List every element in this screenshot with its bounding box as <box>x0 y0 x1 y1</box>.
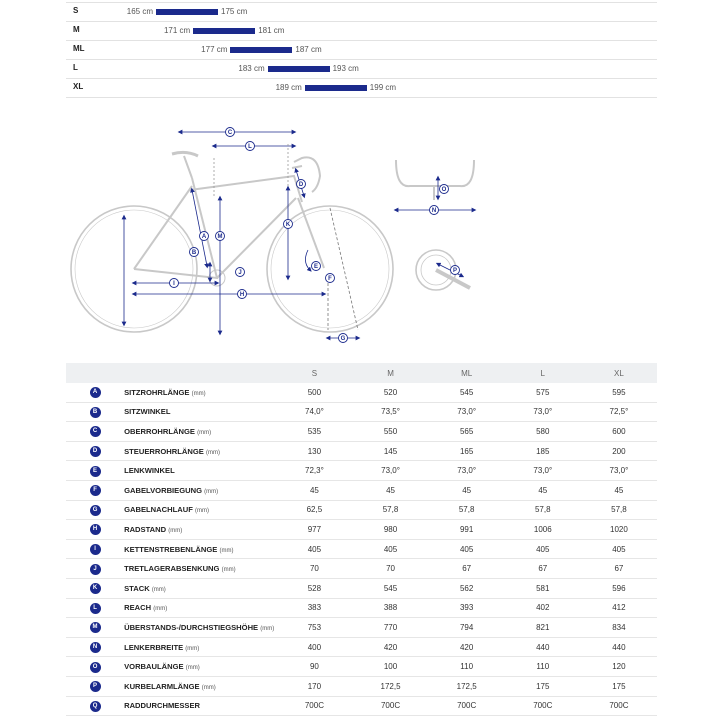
value-cell: 74,0° <box>276 402 352 422</box>
header-empty <box>66 363 124 383</box>
letter-badge: J <box>90 564 101 575</box>
letter-badge: G <box>90 505 101 516</box>
size-label: ML <box>73 44 85 53</box>
table-header-row <box>66 363 657 383</box>
header-size-ml: ML <box>429 363 505 383</box>
handlebar-front-view <box>396 160 474 210</box>
measurement-name <box>124 480 276 500</box>
diagram-marker-i <box>170 279 179 288</box>
measurement-unit: (mm) <box>201 684 216 691</box>
size-min-height: 183 cm <box>238 64 265 73</box>
value-cell: 45 <box>505 480 581 500</box>
measurement-label: LENKWINKEL <box>124 466 175 476</box>
measurement-label: KURBELARMLÄNGE <box>124 681 200 691</box>
table-row <box>66 539 657 559</box>
size-max-height: 175 cm <box>221 7 248 16</box>
diagram-marker-a <box>200 232 209 241</box>
value-cell: 57,8 <box>505 500 581 520</box>
table-row <box>66 422 657 442</box>
measurement-label: SITZROHRLÄNGE <box>124 387 190 397</box>
diagram-marker-b <box>190 248 199 257</box>
size-range-bar <box>193 28 255 34</box>
svg-text:M: M <box>217 234 223 241</box>
geometry-diagram <box>62 118 482 358</box>
value-cell: 402 <box>505 598 581 618</box>
letter-badge: L <box>90 603 101 614</box>
value-cell: 172,5 <box>352 676 428 696</box>
size-label: M <box>73 25 80 34</box>
row-letter-cell <box>66 618 124 638</box>
measurement-unit: (mm) <box>191 390 206 397</box>
table-row <box>66 559 657 579</box>
table-row <box>66 383 657 402</box>
value-cell: 565 <box>429 422 505 442</box>
header-size-xl: XL <box>581 363 657 383</box>
svg-text:P: P <box>452 268 458 275</box>
value-cell: 383 <box>276 598 352 618</box>
table-row <box>66 637 657 657</box>
measurement-name <box>124 539 276 559</box>
measurement-name <box>124 559 276 579</box>
svg-text:B: B <box>191 250 197 257</box>
letter-badge: H <box>90 524 101 535</box>
value-cell: 581 <box>505 578 581 598</box>
value-cell: 1006 <box>505 520 581 540</box>
row-letter-cell <box>66 657 124 677</box>
diagram-marker-d <box>297 180 306 189</box>
measurement-label: STACK <box>124 583 150 593</box>
measurement-label: STEUERROHRLÄNGE <box>124 446 204 456</box>
value-cell: 57,8 <box>581 500 657 520</box>
svg-text:E: E <box>313 264 319 271</box>
diagram-marker-h <box>238 290 247 299</box>
size-max-height: 187 cm <box>295 45 322 54</box>
header-size-m: M <box>352 363 428 383</box>
diagram-marker-p <box>451 266 460 275</box>
measurement-unit: (mm) <box>194 508 209 515</box>
row-letter-cell <box>66 598 124 618</box>
letter-badge: N <box>90 642 101 653</box>
row-letter-cell <box>66 480 124 500</box>
measurement-name <box>124 696 276 716</box>
letter-badge: K <box>90 583 101 594</box>
value-cell: 185 <box>505 441 581 461</box>
measurement-unit: (mm) <box>168 527 183 534</box>
measurement-unit: (mm) <box>197 429 212 436</box>
diagram-marker-g <box>339 334 348 343</box>
value-cell: 550 <box>352 422 428 442</box>
value-cell: 170 <box>276 676 352 696</box>
svg-text:H: H <box>239 292 245 299</box>
value-cell: 834 <box>581 618 657 638</box>
size-min-height: 165 cm <box>126 7 153 16</box>
measurement-unit: (mm) <box>221 567 236 574</box>
value-cell: 145 <box>352 441 428 461</box>
value-cell: 130 <box>276 441 352 461</box>
value-cell: 770 <box>352 618 428 638</box>
letter-badge: D <box>90 446 101 457</box>
table-row <box>66 500 657 520</box>
size-range-bar <box>156 9 218 15</box>
value-cell: 67 <box>581 559 657 579</box>
measurement-label: OBERROHRLÄNGE <box>124 426 195 436</box>
value-cell: 393 <box>429 598 505 618</box>
value-cell: 405 <box>505 539 581 559</box>
value-cell: 67 <box>429 559 505 579</box>
bike-frame <box>134 152 324 286</box>
value-cell: 72,3° <box>276 461 352 481</box>
measurement-label: LENKERBREITE <box>124 642 184 652</box>
size-min-height: 189 cm <box>275 83 302 92</box>
value-cell: 794 <box>429 618 505 638</box>
value-cell: 70 <box>276 559 352 579</box>
header-size-l: L <box>505 363 581 383</box>
row-letter-cell <box>66 461 124 481</box>
header-size-s: S <box>276 363 352 383</box>
diagram-marker-l <box>246 142 255 151</box>
value-cell: 600 <box>581 422 657 442</box>
letter-badge: E <box>90 466 101 477</box>
measurement-name <box>124 578 276 598</box>
value-cell: 73,5° <box>352 402 428 422</box>
value-cell: 175 <box>505 676 581 696</box>
measurement-name <box>124 618 276 638</box>
measurement-name <box>124 461 276 481</box>
measurement-unit: (mm) <box>153 606 168 613</box>
size-min-height: 177 cm <box>201 45 228 54</box>
value-cell: 120 <box>581 657 657 677</box>
measurement-name <box>124 598 276 618</box>
measurement-label: SITZWINKEL <box>124 407 171 417</box>
row-letter-cell <box>66 559 124 579</box>
measurement-name <box>124 520 276 540</box>
row-letter-cell <box>66 637 124 657</box>
svg-text:C: C <box>227 130 233 137</box>
value-cell: 45 <box>581 480 657 500</box>
measurement-label: GABELVORBIEGUNG <box>124 485 203 495</box>
measurement-label: GABELNACHLAUF <box>124 505 193 515</box>
row-letter-cell <box>66 383 124 402</box>
measurement-label: RADDURCHMESSER <box>124 701 201 711</box>
measurement-label: REACH <box>124 603 152 613</box>
header-empty <box>124 363 276 383</box>
value-cell: 545 <box>352 578 428 598</box>
measurement-name <box>124 676 276 696</box>
size-label: L <box>73 63 78 72</box>
svg-text:F: F <box>328 276 332 283</box>
value-cell: 991 <box>429 520 505 540</box>
value-cell: 520 <box>352 383 428 402</box>
value-cell: 821 <box>505 618 581 638</box>
size-max-height: 181 cm <box>258 26 285 35</box>
table-row <box>66 520 657 540</box>
value-cell: 110 <box>429 657 505 677</box>
row-letter-cell <box>66 676 124 696</box>
row-letter-cell <box>66 402 124 422</box>
size-range-bar <box>230 47 292 53</box>
value-cell: 700C <box>505 696 581 716</box>
value-cell: 90 <box>276 657 352 677</box>
size-label: S <box>73 6 79 15</box>
value-cell: 753 <box>276 618 352 638</box>
value-cell: 73,0° <box>505 402 581 422</box>
value-cell: 200 <box>581 441 657 461</box>
value-cell: 977 <box>276 520 352 540</box>
size-min-height: 171 cm <box>163 26 191 35</box>
table-row <box>66 598 657 618</box>
table-row <box>66 676 657 696</box>
letter-badge: M <box>90 622 101 633</box>
value-cell: 596 <box>581 578 657 598</box>
value-cell: 980 <box>352 520 428 540</box>
svg-text:I: I <box>173 281 175 288</box>
letter-badge: A <box>90 387 101 398</box>
value-cell: 580 <box>505 422 581 442</box>
table-row <box>66 441 657 461</box>
svg-text:J: J <box>238 270 242 277</box>
value-cell: 73,0° <box>352 461 428 481</box>
svg-text:K: K <box>285 222 291 229</box>
value-cell: 72,5° <box>581 402 657 422</box>
row-letter-cell <box>66 422 124 442</box>
letter-badge: C <box>90 426 101 437</box>
value-cell: 545 <box>429 383 505 402</box>
diagram-marker-f <box>326 274 335 283</box>
value-cell: 175 <box>581 676 657 696</box>
value-cell: 405 <box>276 539 352 559</box>
measurement-label: ÜBERSTANDS-/DURCHSTIEGSHÖHE <box>124 622 259 632</box>
value-cell: 67 <box>505 559 581 579</box>
value-cell: 388 <box>352 598 428 618</box>
value-cell: 400 <box>276 637 352 657</box>
size-range-bar <box>268 66 330 72</box>
letter-badge: B <box>90 407 101 418</box>
value-cell: 45 <box>276 480 352 500</box>
diagram-marker-j <box>236 268 245 277</box>
value-cell: 73,0° <box>429 402 505 422</box>
row-letter-cell <box>66 441 124 461</box>
measurement-name <box>124 422 276 442</box>
measurement-unit: (mm) <box>151 586 166 593</box>
row-letter-cell <box>66 578 124 598</box>
diagram-marker-c <box>226 128 235 137</box>
value-cell: 45 <box>352 480 428 500</box>
value-cell: 700C <box>429 696 505 716</box>
value-cell: 100 <box>352 657 428 677</box>
table-row <box>66 618 657 638</box>
table-row <box>66 402 657 422</box>
row-letter-cell <box>66 696 124 716</box>
svg-text:O: O <box>441 187 447 194</box>
size-range-row <box>66 60 657 79</box>
table-row <box>66 657 657 677</box>
measurement-name <box>124 441 276 461</box>
letter-badge: F <box>90 485 101 496</box>
value-cell: 57,8 <box>352 500 428 520</box>
svg-text:N: N <box>431 208 437 215</box>
table-row <box>66 480 657 500</box>
value-cell: 1020 <box>581 520 657 540</box>
value-cell: 535 <box>276 422 352 442</box>
measurement-label: KETTENSTREBENLÄNGE <box>124 544 218 554</box>
size-range-bar <box>305 85 367 91</box>
diagram-marker-m <box>216 232 225 241</box>
value-cell: 73,0° <box>505 461 581 481</box>
value-cell: 420 <box>352 637 428 657</box>
value-cell: 405 <box>581 539 657 559</box>
letter-badge: Q <box>90 701 101 712</box>
value-cell: 405 <box>429 539 505 559</box>
letter-badge: P <box>90 681 101 692</box>
row-letter-cell <box>66 500 124 520</box>
measurement-name <box>124 402 276 422</box>
size-range-row <box>66 79 657 98</box>
measurement-label: RADSTAND <box>124 524 167 534</box>
size-range-row <box>66 22 657 41</box>
measurement-unit: (mm) <box>219 547 234 554</box>
value-cell: 412 <box>581 598 657 618</box>
svg-text:L: L <box>248 144 252 151</box>
value-cell: 73,0° <box>429 461 505 481</box>
diagram-marker-o <box>440 185 449 194</box>
size-range-list <box>66 2 657 98</box>
measurement-label: VORBAULÄNGE <box>124 662 184 672</box>
row-letter-cell <box>66 539 124 559</box>
value-cell: 405 <box>352 539 428 559</box>
diagram-marker-k <box>284 220 293 229</box>
measurement-unit: (mm) <box>204 488 219 495</box>
size-max-height: 193 cm <box>332 64 359 73</box>
value-cell: 110 <box>505 657 581 677</box>
table-row <box>66 578 657 598</box>
value-cell: 70 <box>352 559 428 579</box>
value-cell: 73,0° <box>581 461 657 481</box>
value-cell: 595 <box>581 383 657 402</box>
value-cell: 562 <box>429 578 505 598</box>
measurement-name <box>124 657 276 677</box>
value-cell: 700C <box>276 696 352 716</box>
dimension-lines <box>124 132 358 338</box>
size-range-row <box>66 2 657 22</box>
value-cell: 440 <box>505 637 581 657</box>
value-cell: 62,5 <box>276 500 352 520</box>
measurement-name <box>124 383 276 402</box>
measurement-name <box>124 500 276 520</box>
bike-geometry-drawing <box>62 118 482 358</box>
table-row <box>66 461 657 481</box>
value-cell: 57,8 <box>429 500 505 520</box>
size-range-row <box>66 41 657 60</box>
measurement-name <box>124 637 276 657</box>
value-cell: 700C <box>581 696 657 716</box>
value-cell: 575 <box>505 383 581 402</box>
value-cell: 420 <box>429 637 505 657</box>
table-row <box>66 696 657 716</box>
svg-text:A: A <box>201 234 207 241</box>
diagram-marker-n <box>430 206 439 215</box>
svg-text:D: D <box>298 182 304 189</box>
value-cell: 172,5 <box>429 676 505 696</box>
value-cell: 45 <box>429 480 505 500</box>
letter-badge: I <box>90 544 101 555</box>
measurement-unit: (mm) <box>185 645 200 652</box>
diagram-marker-e <box>312 262 321 271</box>
value-cell: 165 <box>429 441 505 461</box>
measurement-unit: (mm) <box>260 625 275 632</box>
measurement-unit: (mm) <box>185 665 200 672</box>
value-cell: 500 <box>276 383 352 402</box>
row-letter-cell <box>66 520 124 540</box>
geometry-table <box>66 363 657 716</box>
size-label: XL <box>73 82 84 91</box>
measurement-label: TRETLAGERABSENKUNG <box>124 564 220 574</box>
svg-text:G: G <box>340 336 346 343</box>
measurement-unit: (mm) <box>205 449 220 456</box>
value-cell: 700C <box>352 696 428 716</box>
value-cell: 440 <box>581 637 657 657</box>
crankset-view <box>416 250 470 290</box>
size-max-height: 199 cm <box>369 83 397 92</box>
value-cell: 528 <box>276 578 352 598</box>
letter-badge: O <box>90 662 101 673</box>
